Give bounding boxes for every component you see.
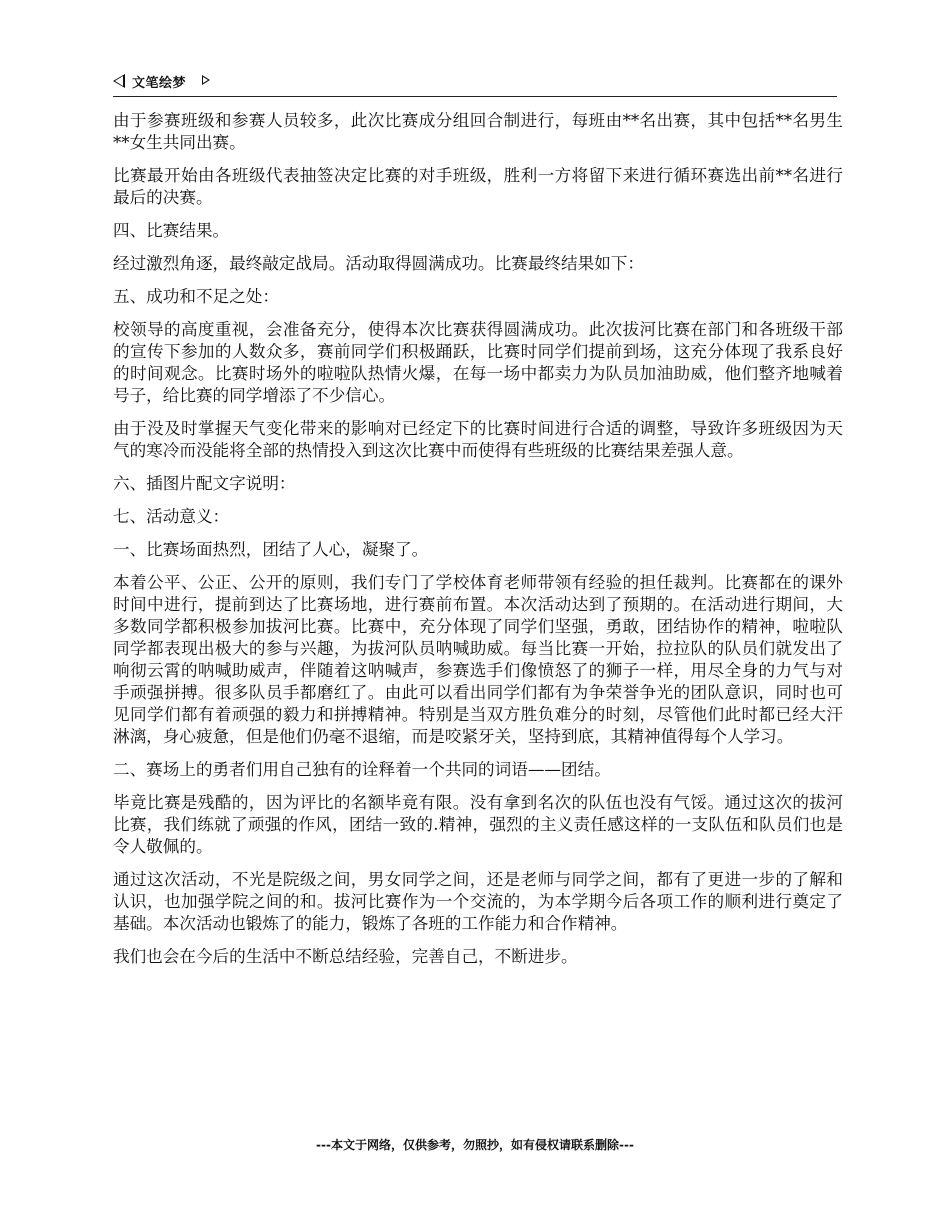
triangle-right-icon — [202, 75, 210, 85]
section-heading: 二、赛场上的勇者们用自己独有的诠释着一个共同的词语——团结。 — [113, 760, 611, 779]
page-footer: ---本文于网络，仅供参考，勿照抄，如有侵权请联系删除--- — [316, 1138, 634, 1152]
paragraph: 比赛最开始由各班级代表抽签决定比赛的对手班级，胜利一方将留下来进行循环赛选出前**名进行最后的决赛。 — [113, 166, 843, 207]
paragraph: 通过这次活动，不光是院级之间，男女同学之间，还是老师与同学之间，都有了更进一步的了解和认识，也加强学院之间的和。拔河比赛作为一个交流的，为本学期今后各项工作的顺利进行奠定了基础。本次活动也锻炼了的能力，锻炼了各班的工作能力和合作精神。 — [113, 870, 843, 933]
section-heading: 五、成功和不足之处： — [113, 287, 279, 306]
paragraph: 毕竟比赛是残酷的，因为评比的名额毕竟有限。没有拿到名次的队伍也没有气馁。通过这次的拔河比赛，我们练就了顽强的作风，团结一致的.精神，强烈的主义责任感这样的一支队伍和队员们也是令人敬佩的。 — [113, 793, 843, 856]
paragraph: 校领导的高度重视，会准备充分，使得本次比赛获得圆满成功。此次拔河比赛在部门和各班级干部的宣传下参加的人数众多，赛前同学们积极踊跃，比赛时同学们提前到场，这充分体现了我系良好的时间观念。比赛时场外的啦啦队热情火爆，在每一场中都卖力为队员加油助威，他们整齐地喊着号子，给比赛的同学增添了不少信心。 — [113, 320, 843, 405]
section-heading: 六、插图片配文字说明： — [113, 474, 296, 493]
section-heading: 七、活动意义： — [113, 507, 230, 526]
paragraph: 我们也会在今后的生活中不断总结经验，完善自己，不断进步。 — [113, 947, 578, 966]
paragraph: 由于没及时掌握天气变化带来的影响对已经定下的比赛时间进行合适的调整，导致许多班级因为天气的寒冷而没能将全部的热情投入到这次比赛中而使得有些班级的比赛结果差强人意。 — [113, 419, 843, 460]
page-header — [113, 70, 837, 97]
paragraph: 由于参赛班级和参赛人员较多，此次比赛成分组回合制进行，每班由**名出赛，其中包括**名男生**女生共同出赛。 — [113, 111, 843, 152]
document-body — [113, 110, 843, 979]
triangle-left-icon — [113, 74, 125, 88]
paragraph: 经过激烈角逐，最终敲定战局。活动取得圆满成功。比赛最终结果如下： — [113, 254, 644, 273]
section-heading: 四、比赛结果。 — [113, 221, 230, 240]
paragraph: 本着公平、公正、公开的原则，我们专门了学校体育老师带领有经验的担任裁判。比赛都在的课外时间中进行，提前到达了比赛场地，进行赛前布置。本次活动达到了预期的。在活动进行期间，大多数同学都积极参加拔河比赛。比赛中，充分体现了同学们坚强，勇敢，团结协作的精神，啦啦队同学都表现出极大的参与兴趣，为拔河队员呐喊助威。每当比赛一开始，拉拉队的队员们就发出了响彻云霄的呐喊助威声，伴随着这呐喊声，参赛选手们像愤怒了的狮子一样，用尽全身的力气与对手顽强拼搏。很多队员手都磨红了。由此可以看出同学们都有为争荣誉争光的团队意识，同时也可见同学们都有着顽强的毅力和拼搏精神。特别是当双方胜负难分的时刻，尽管他们此时都已经大汗淋漓，身心疲惫，但是他们仍毫不退缩，而是咬紧牙关，坚持到底，其精神值得每个人学习。 — [113, 573, 843, 746]
brand-title: 文笔绘梦 — [132, 76, 187, 91]
section-heading: 一、比赛场面热烈，团结了人心，凝聚了。 — [113, 540, 429, 559]
